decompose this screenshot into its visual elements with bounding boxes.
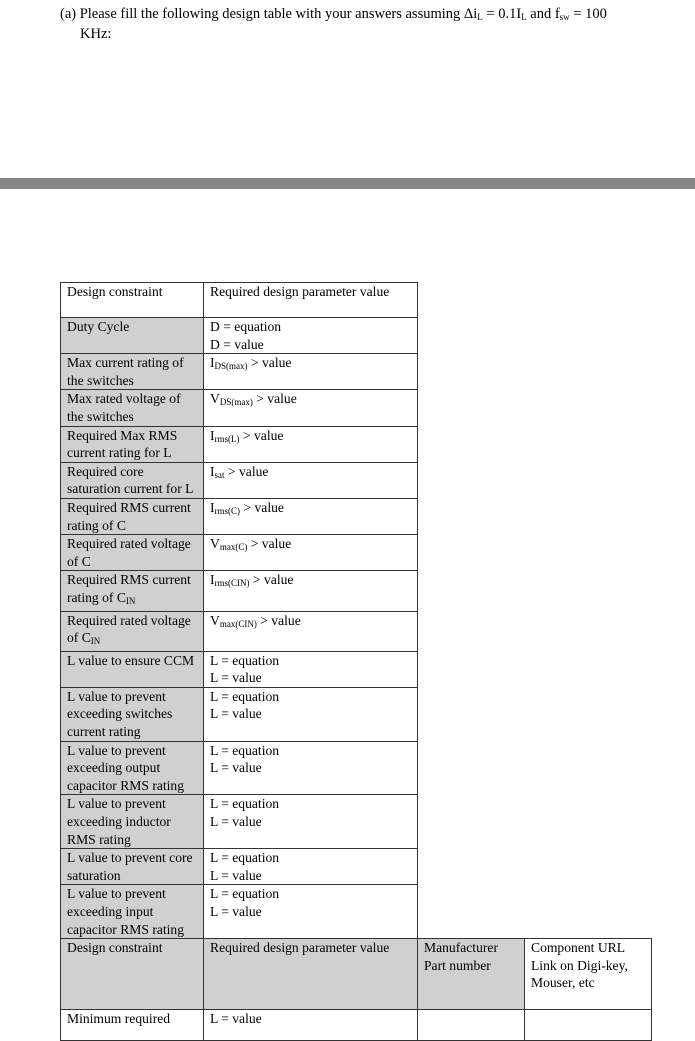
table-row <box>61 318 652 354</box>
required-value-cell <box>204 687 418 741</box>
url-input-cell <box>525 1010 652 1041</box>
required-value-cell <box>204 795 418 849</box>
table-row <box>61 498 652 534</box>
minimum-required-cell: Minimum required <box>61 1010 204 1041</box>
header-required-value: Required design parameter value <box>204 283 418 318</box>
value-line: $I_{rms(C)}$ > value <box>210 499 284 516</box>
table-header-row <box>61 283 652 318</box>
table-row <box>61 849 652 885</box>
value-line: L = equation <box>210 850 280 866</box>
required-value-cell <box>204 849 418 885</box>
table-row <box>61 885 652 939</box>
question-line-2: KHz: <box>80 26 112 42</box>
required-value-cell <box>204 741 418 795</box>
required-value-cell <box>204 651 418 687</box>
table-row <box>61 390 652 426</box>
header2-component-url: Component URL Link on Digi-key, Mouser, etc <box>525 939 652 1010</box>
required-value-cell <box>204 885 418 939</box>
value-line: L = value <box>210 760 262 776</box>
value-line: D = equation <box>210 319 282 334</box>
question-text <box>60 6 670 43</box>
design-constraint-cell: Max rated voltage of the switches <box>61 390 204 426</box>
required-value-cell <box>204 354 418 390</box>
design-constraint-cell: L value to ensure CCM <box>61 651 204 687</box>
value-line: $I_{sat}$ > value <box>210 463 269 480</box>
header2-required-value: Required design parameter value <box>204 939 418 1010</box>
design-constraint-cell: Required Max RMS current rating for L <box>61 426 204 462</box>
value-line: L = value <box>210 670 262 686</box>
value-line: $V_{max(C)}$ > value <box>210 536 292 553</box>
value-line: L = equation <box>210 742 280 758</box>
design-constraint-cell: L value to prevent exceeding input capacitor RMS rating <box>61 885 204 939</box>
header2-design-constraint: Design constraint <box>61 939 204 1010</box>
required-value-cell <box>204 571 418 611</box>
value-line: $I_{rms(L)}$ > value <box>210 427 284 444</box>
value-line: L = value <box>210 814 262 830</box>
design-constraint-cell: L value to prevent core saturation <box>61 849 204 885</box>
required-value-cell <box>204 611 418 651</box>
design-constraint-cell: Required core saturation current for L <box>61 462 204 498</box>
design-constraint-cell: Duty Cycle <box>61 318 204 354</box>
table-row <box>61 354 652 390</box>
table-row <box>61 462 652 498</box>
table-row <box>61 535 652 571</box>
value-line: D = value <box>210 336 264 352</box>
design-constraint-cell: L value to prevent exceeding output capacitor RMS rating <box>61 741 204 795</box>
table-row <box>61 795 652 849</box>
table-header-row-2 <box>61 939 652 1010</box>
value-line: $I_{DS(max)}$ > value <box>210 355 292 372</box>
question-line-1: (a) Please fill the following design table with your answers assuming $\Delta i_L = 0.1I_L$ and $f_{sw} = 100$ <box>60 6 607 22</box>
header2-manufacturer-part: Manufacturer Part number <box>418 939 525 1010</box>
required-value-cell <box>204 498 418 534</box>
table-row <box>61 571 652 611</box>
required-value-cell <box>204 318 418 354</box>
header-design-constraint: Design constraint <box>61 283 204 318</box>
table-row <box>61 426 652 462</box>
value-line: L = equation <box>210 886 280 902</box>
value-line: $I_{rms(CIN)}$ > value <box>210 572 294 589</box>
value-line: $V_{max(CIN)}$ > value <box>210 612 301 629</box>
value-line: L = equation <box>210 796 280 812</box>
value-line: $V_{DS(max)}$ > value <box>210 391 297 408</box>
design-constraint-cell: Required rated voltage of $C_{IN}$ <box>61 611 204 651</box>
table-row <box>61 651 652 687</box>
separator-bar <box>0 178 695 189</box>
required-value-cell <box>204 462 418 498</box>
value-line: L = equation <box>210 688 280 704</box>
design-constraint-cell: Required RMS current rating of C <box>61 498 204 534</box>
design-constraint-cell: Required rated voltage of C <box>61 535 204 571</box>
design-constraint-cell: Max current rating of the switches <box>61 354 204 390</box>
table-row <box>61 687 652 741</box>
part-number-input-cell <box>418 1010 525 1041</box>
design-constraint-cell: L value to prevent exceeding inductor RMS rating <box>61 795 204 849</box>
design-table <box>60 282 652 1041</box>
required-value-cell <box>204 390 418 426</box>
design-constraint-cell: Required RMS current rating of $C_{IN}$ <box>61 571 204 611</box>
value-line: L = value <box>210 706 262 722</box>
required-value-cell <box>204 426 418 462</box>
value-line: L = equation <box>210 652 280 668</box>
minimum-value-cell: L = value <box>204 1010 418 1041</box>
table-row <box>61 611 652 651</box>
table-row <box>61 741 652 795</box>
value-line: L = value <box>210 867 262 883</box>
value-line: L = value <box>210 904 262 919</box>
design-constraint-cell: L value to prevent exceeding switches current rating <box>61 687 204 741</box>
table-row-last <box>61 1010 652 1041</box>
required-value-cell <box>204 535 418 571</box>
